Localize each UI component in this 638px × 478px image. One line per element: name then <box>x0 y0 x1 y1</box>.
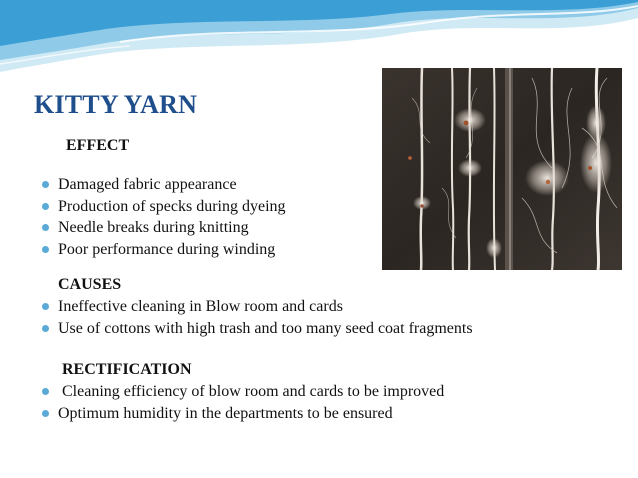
bullet-icon <box>42 246 49 253</box>
bullet-icon <box>42 388 49 395</box>
bullet-icon <box>42 181 49 188</box>
list-item: Needle breaks during knitting <box>42 217 286 239</box>
causes-heading: CAUSES <box>58 276 122 293</box>
slide-title: KITTY YARN <box>34 90 198 119</box>
causes-list <box>42 296 473 339</box>
effect-list <box>42 174 286 260</box>
rectification-heading: RECTIFICATION <box>62 361 192 378</box>
kitty-yarn-photo <box>382 68 622 270</box>
list-item: Production of specks during dyeing <box>42 196 286 218</box>
bullet-icon <box>42 203 49 210</box>
bullet-icon <box>42 410 49 417</box>
list-item: Poor performance during winding <box>42 239 286 261</box>
list-item: Use of cottons with high trash and too many seed coat fragments <box>42 318 473 340</box>
list-item: Ineffective cleaning in Blow room and cards <box>42 296 473 318</box>
list-item: Optimum humidity in the departments to be ensured <box>42 403 444 425</box>
effect-heading: EFFECT <box>66 137 130 154</box>
bullet-icon <box>42 224 49 231</box>
rectification-list <box>42 381 444 424</box>
bullet-icon <box>42 303 49 310</box>
bullet-icon <box>42 325 49 332</box>
list-item: Cleaning efficiency of blow room and cards to be improved <box>42 381 444 403</box>
list-item: Damaged fabric appearance <box>42 174 286 196</box>
